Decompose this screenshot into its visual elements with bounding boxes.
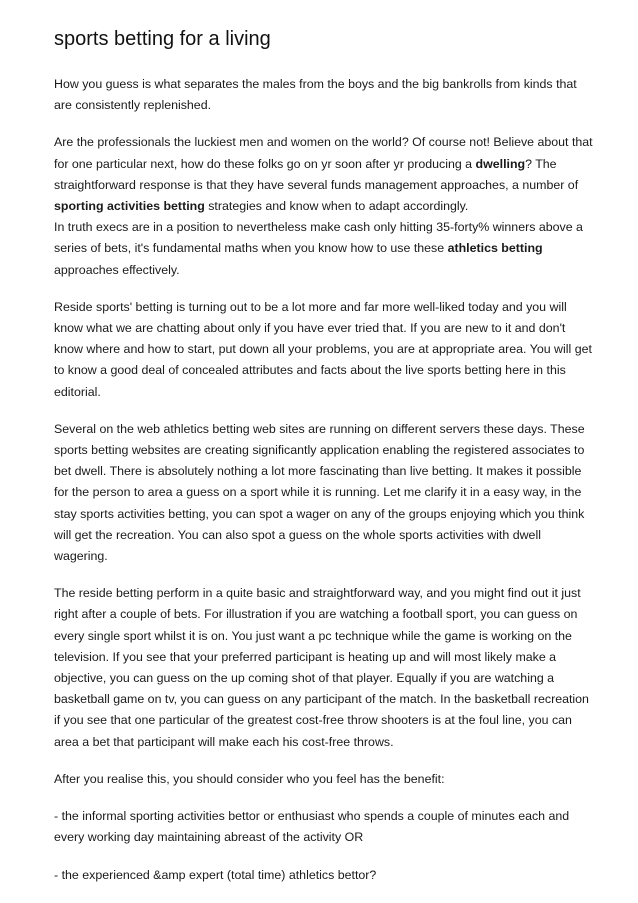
paragraph-text: In truth execs are in a position to nevertheless make cash only hitting 35-forty% winners above a series of bets, it's fundamental maths when you know how to use these (54, 220, 583, 256)
paragraph-text: strategies and know when to adapt accordingly. (204, 199, 469, 214)
paragraph-intro: How you guess is what separates the males from the boys and the big bankrolls from kinds that are consistently replenished. (54, 77, 577, 113)
document-page (54, 24, 594, 902)
paragraph-live-betting: Reside sports' betting is turning out to be a lot more and far more well-liked today and you will know what we are chatting about only if you have ever tried that. If you are new to it and don't know where and how to start, put down all your problems, you are at appropriate area. You will get to know a good deal of concealed attributes and facts about the live sports betting here in this editorial. (54, 299, 592, 399)
paragraph-text: ? The straightforward response is that they have several funds management approaches, a number of (54, 156, 579, 192)
paragraph-text: Are the professionals the luckiest men and women on the world? Of course not! Believe about that for one particular next, how do these folks go on yr soon after yr producing a (54, 135, 593, 171)
paragraph-expert-bettor: - the experienced &amp expert (total time) athletics bettor? (54, 867, 377, 882)
page-title: sports betting for a living (54, 28, 271, 50)
paragraph-professionals (54, 132, 594, 217)
paragraph-web-sites: Several on the web athletics betting web sites are running on different servers these days. These sports betting websites are creating significantly application enabling the registered associates to bet dwell. There is absolutely nothing a lot more fascinating than live betting. It makes it possible for the person to area a guess on a sport while it is running. Let me clarify it in a easy way, in the stay sports activities betting, you can spot a wager on any of the groups enjoying which you think will get the recreation. You can also spot a guess on the whole sports activities with dwell wagering. (54, 421, 585, 564)
bold-keyword-athletics-betting: athletics betting (447, 241, 543, 256)
paragraph-informal-bettor: - the informal sporting activities bettor or enthusiast who spends a couple of minutes each and every working day maintaining abreast of the activity OR (54, 809, 570, 845)
paragraph-consider: After you realise this, you should consider who you feel has the benefit: (54, 771, 445, 786)
paragraph-text: approaches effectively. (54, 262, 180, 277)
bold-keyword-sporting-activities-betting: sporting activities betting (54, 199, 205, 214)
bold-keyword-dwelling: dwelling (475, 156, 526, 171)
paragraph-how-it-works: The reside betting perform in a quite basic and straightforward way, and you might find out it just right after a couple of bets. For illustration if you are watching a football sport, you can guess on every single sport whilst it is on. You just want a pc technique while the game is working on the television. If you see that your preferred participant is heating up and will most likely make a objective, you can guess on the up coming shot of that player. Equally if you are watching a basketball game on tv, you can guess on any participant of the match. In the basketball recreation if you see that one particular of the greatest cost-free throw shooters is at the foul line, you can area a bet that participant will make each his cost-free throws. (54, 586, 589, 749)
paragraph-execs (54, 217, 594, 281)
